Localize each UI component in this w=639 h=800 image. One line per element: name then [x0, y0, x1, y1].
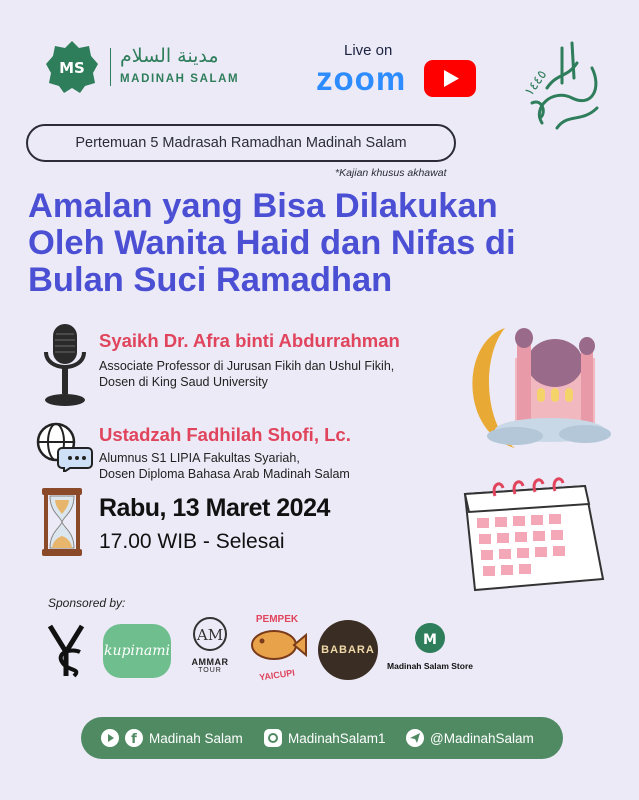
youtube-small-icon	[101, 729, 119, 747]
store-cart-icon	[412, 622, 448, 656]
sponsor-text: PEMPEK	[255, 614, 299, 625]
speaker-name: Ustadzah Fadhilah Shofi, Lc.	[99, 424, 351, 445]
facebook-icon	[125, 729, 143, 747]
ramadhan-calligraphy-icon	[512, 28, 612, 138]
svg-text:MS: MS	[59, 59, 85, 77]
event-title	[28, 188, 608, 299]
sponsor-text: Madinah Salam Store	[387, 661, 473, 671]
footer-facebook-label: Madinah Salam	[149, 730, 243, 746]
speaker-desc-line: Dosen di King Saud University	[99, 375, 268, 389]
speaker-desc-line: Dosen Diploma Bahasa Arab Madinah Salam	[99, 467, 350, 481]
microphone-icon	[40, 322, 90, 408]
calligraphy-year: ١٤٤٥	[522, 67, 551, 100]
social-footer-bar	[81, 717, 563, 759]
svg-text:M: M	[423, 632, 437, 648]
title-line: Oleh Wanita Haid dan Nifas di	[28, 224, 516, 262]
sponsor-ammar-tour-logo	[188, 616, 232, 686]
event-time: 17.00 WIB - Selesai	[99, 530, 285, 553]
madinah-salam-logo-icon	[45, 40, 99, 94]
youtube-icon	[424, 60, 476, 97]
sponsor-pempek-yaicupi-logo	[246, 614, 308, 686]
sponsor-babara-logo	[318, 620, 378, 680]
logo-divider	[110, 48, 111, 86]
logo-arabic-text: مدينة السلام	[120, 45, 219, 67]
logo-text: MADINAH SALAM	[120, 73, 240, 85]
footer-facebook[interactable]	[101, 717, 243, 759]
title-line: Amalan yang Bisa Dilakukan	[28, 187, 498, 225]
sponsor-kupinami-logo	[103, 624, 171, 678]
speaker-description	[99, 450, 350, 482]
audience-note: *Kajian khusus akhawat	[335, 167, 447, 179]
ammar-tour-icon	[191, 616, 229, 652]
globe-translate-icon	[32, 420, 94, 472]
speaker-name: Syaikh Dr. Afra binti Abdurrahman	[99, 330, 400, 351]
title-line: Bulan Suci Ramadhan	[28, 261, 393, 299]
footer-telegram[interactable]	[406, 717, 534, 759]
sponsor-ys-logo	[44, 622, 88, 680]
speaker-desc-line: Associate Professor di Jurusan Fikih dan Ushul Fikih,	[99, 359, 395, 373]
live-on-label: Live on	[344, 42, 393, 59]
svg-text:AM: AM	[196, 626, 224, 644]
instagram-icon	[264, 729, 282, 747]
sponsor-subtext: YAICUPI	[258, 667, 296, 683]
series-pill: Pertemuan 5 Madrasah Ramadhan Madinah Salam	[26, 124, 456, 162]
footer-instagram-label: MadinahSalam1	[288, 730, 386, 746]
sponsor-madinah-salam-store-logo	[380, 622, 480, 678]
fish-icon	[246, 625, 308, 665]
sponsor-text: kupinami	[103, 643, 171, 659]
footer-instagram[interactable]	[264, 717, 386, 759]
zoom-logo: zoom	[316, 60, 407, 97]
hourglass-icon	[38, 486, 86, 558]
sponsored-by-label: Sponsored by:	[48, 596, 126, 610]
crescent-mosque-illustration	[455, 318, 615, 458]
telegram-icon	[406, 729, 424, 747]
sponsor-text: BABARA	[321, 644, 375, 656]
event-date: Rabu, 13 Maret 2024	[99, 494, 330, 522]
speaker-description	[99, 358, 394, 390]
svg-text:f: f	[131, 732, 137, 747]
footer-telegram-label: @MadinahSalam	[430, 730, 534, 746]
speaker-desc-line: Alumnus S1 LIPIA Fakultas Syariah,	[99, 451, 300, 465]
sponsor-text: AMMAR	[191, 657, 229, 667]
sponsor-subtext: TOUR	[198, 667, 222, 674]
calendar-illustration	[455, 474, 605, 592]
